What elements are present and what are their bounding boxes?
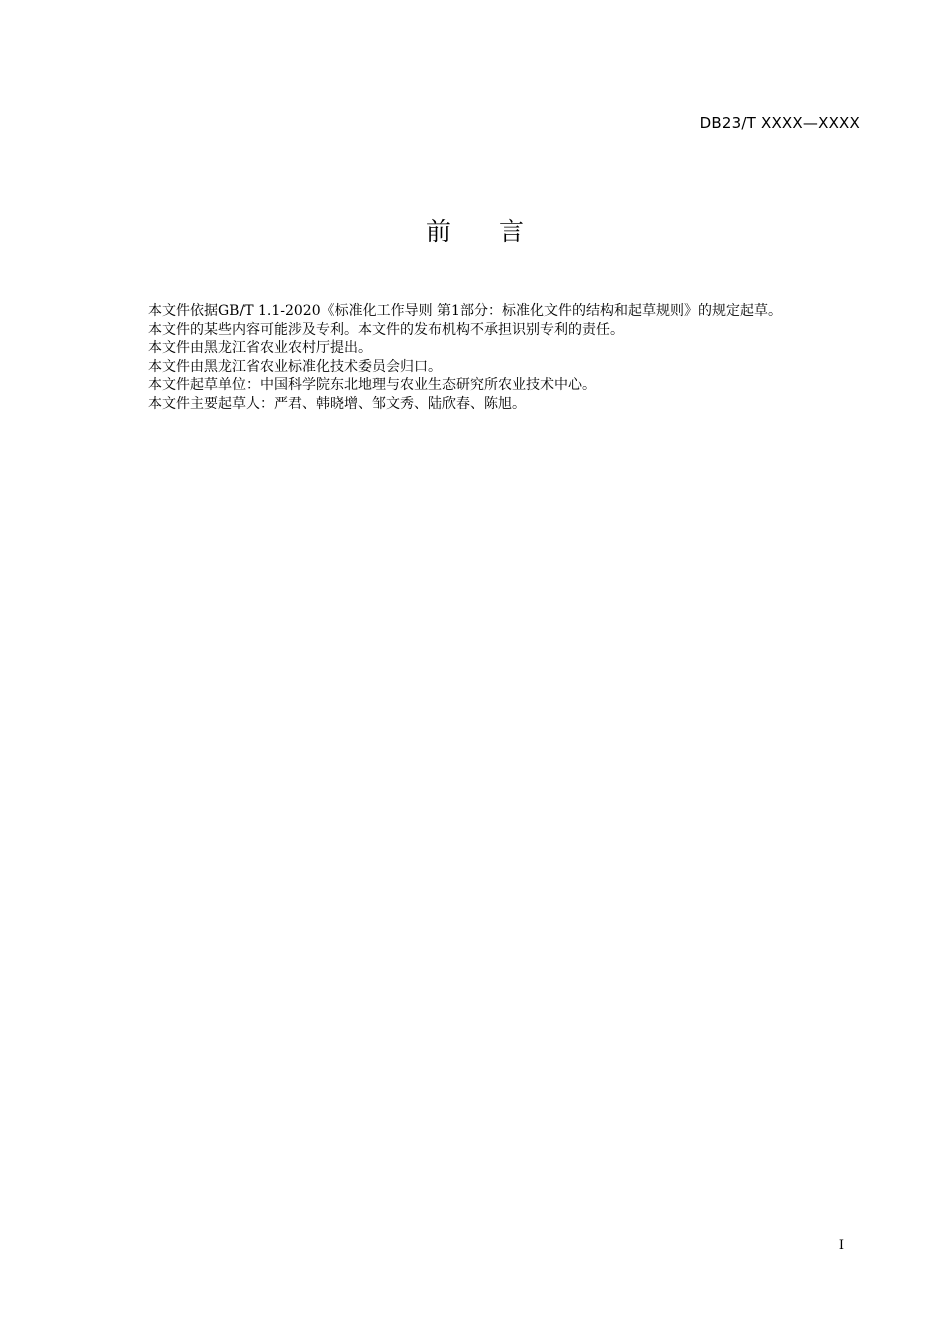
title-char-2: 言 (499, 217, 525, 246)
paragraph-committee: 本文件由黑龙江省农业标准化技术委员会归口。 (148, 358, 442, 375)
page-title (0, 216, 950, 248)
paragraph-drafting-unit: 本文件起草单位：中国科学院东北地理与农业生态研究所农业技术中心。 (148, 377, 596, 393)
paragraph-drafters: 本文件主要起草人：严君、韩晓增、邹文秀、陆欣春、陈旭。 (148, 395, 526, 412)
document-code: DB23/T XXXX—XXXX (699, 114, 860, 132)
title-char-1: 前 (425, 217, 451, 246)
foreword-body (112, 302, 858, 413)
paragraph-patent: 本文件的某些内容可能涉及专利。本文件的发布机构不承担识别专利的责任。 (148, 321, 624, 338)
paragraph-basis: 本文件依据GB/T 1.1-2020《标准化工作导则 第1部分：标准化文件的结构和起草规则》的规定起草。 (148, 303, 782, 319)
page-number: I (838, 1238, 844, 1253)
paragraph-proposer: 本文件由黑龙江省农业农村厅提出。 (148, 340, 372, 356)
